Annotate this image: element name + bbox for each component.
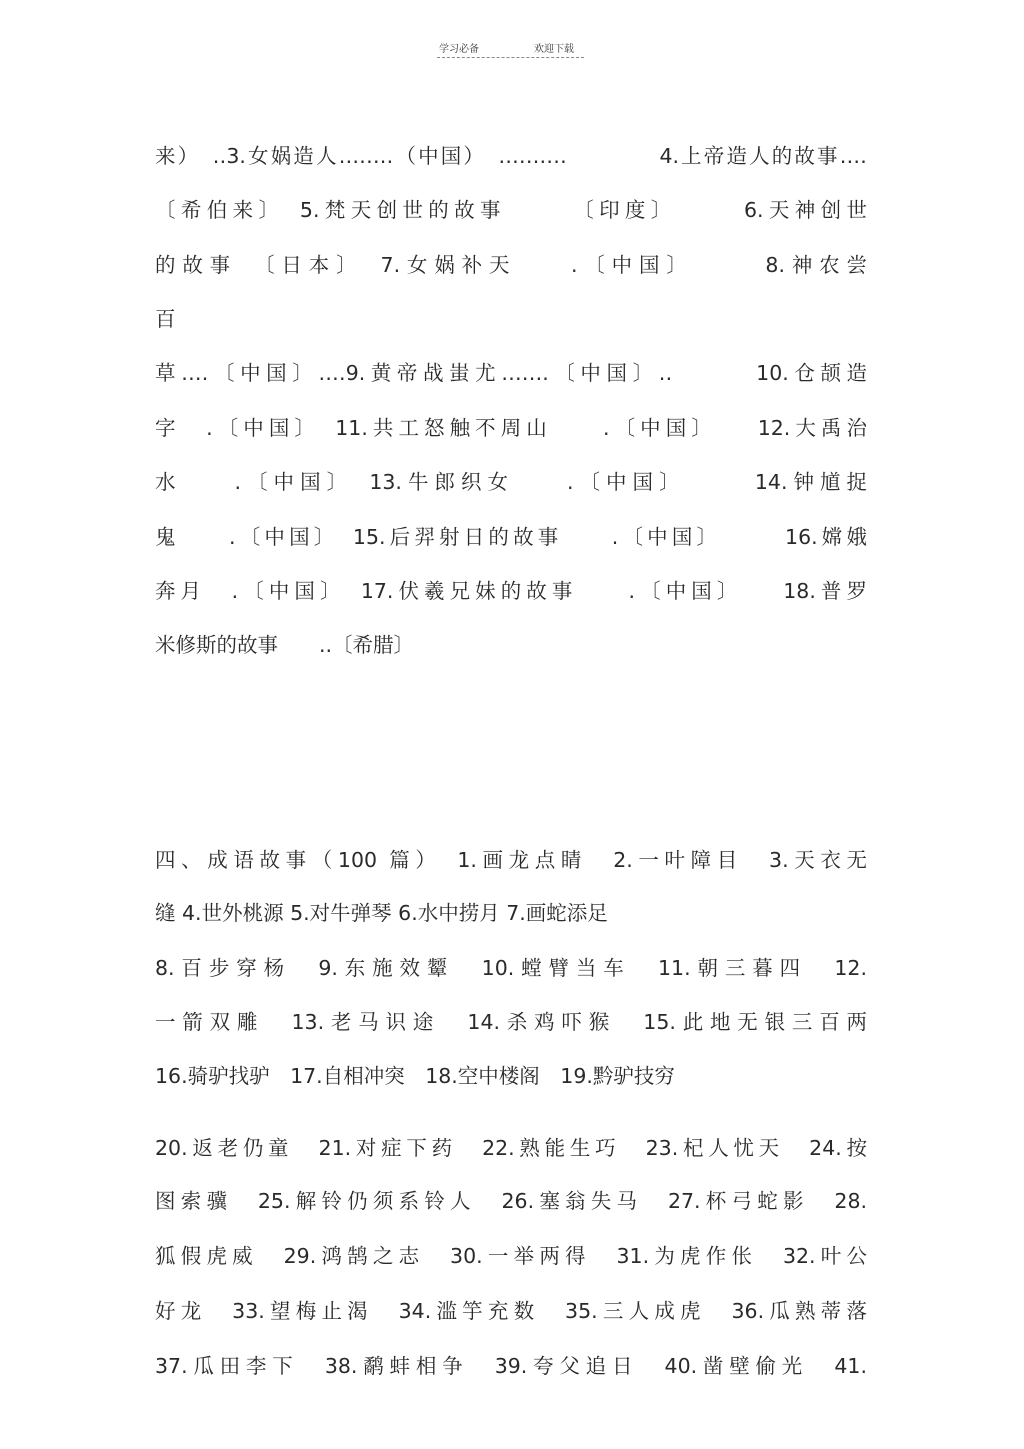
page-header [437,40,584,58]
text-line: 字 .〔中国〕 11.共工怒触不周山 .〔中国〕 12.大禹治 [155,416,867,440]
text-line: 8.百步穿杨 9.东施效颦 10.螳臂当车 11.朝三暮四 12. [155,956,867,980]
text-line: 的故事 〔日本〕 7.女娲补天 .〔中国〕 8.神农尝 [155,253,867,277]
text-line: 来） ‥3.女娲造人‥‥‥‥（中国） ‥‥‥‥‥ 4.上帝造人的故事‥‥ [155,144,867,168]
text-line: 米修斯的故事 ..〔希腊〕 [155,633,415,657]
text-line: 狐假虎威 29.鸿鹄之志 30.一举两得 31.为虎作伥 32.叶公 [155,1244,867,1268]
header-left-text: 学习必备 [439,44,479,55]
text-line: 16.骑驴找驴 17.自相冲突 18.空中楼阁 19.黔驴技穷 [155,1064,675,1088]
text-line: 鬼 .〔中国〕 15.后羿射日的故事 .〔中国〕 16.嫦娥 [155,525,867,549]
section-heading-line: 四、成语故事（100 篇） 1.画龙点睛 2.一叶障目 3.天衣无 [155,848,867,872]
text-line: 〔希伯来〕 5.梵天创世的故事 〔印度〕 6.天神创世 [155,198,867,222]
text-line: 水 .〔中国〕 13.牛郎织女 .〔中国〕 14.钟馗捉 [155,470,867,494]
text-line: 奔月 .〔中国〕 17.伏羲兄妹的故事 .〔中国〕 18.普罗 [155,579,867,603]
text-line: 好龙 33.望梅止渴 34.滥竽充数 35.三人成虎 36.瓜熟蒂落 [155,1299,867,1323]
text-line: 20.返老仍童 21.对症下药 22.熟能生巧 23.杞人忧天 24.按 [155,1136,867,1160]
text-line: 37.瓜田李下 38.鹬蚌相争 39.夸父追日 40.凿壁偷光 41. [155,1354,867,1378]
text-line: 图索骥 25.解铃仍须系铃人 26.塞翁失马 27.杯弓蛇影 28. [155,1189,867,1213]
header-right-text: 欢迎下载 [534,44,574,55]
text-line: 百 [155,307,176,331]
text-line: 缝 4.世外桃源 5.对牛弹琴 6.水中捞月 7.画蛇添足 [155,901,608,925]
text-line: 草‥‥〔中国〕‥‥9.黄帝战蚩尤‥‥‥.〔中国〕‥ 10.仓颉造 [155,361,867,385]
text-line: 一箭双雕 13.老马识途 14.杀鸡吓猴 15.此地无银三百两 [155,1010,867,1034]
